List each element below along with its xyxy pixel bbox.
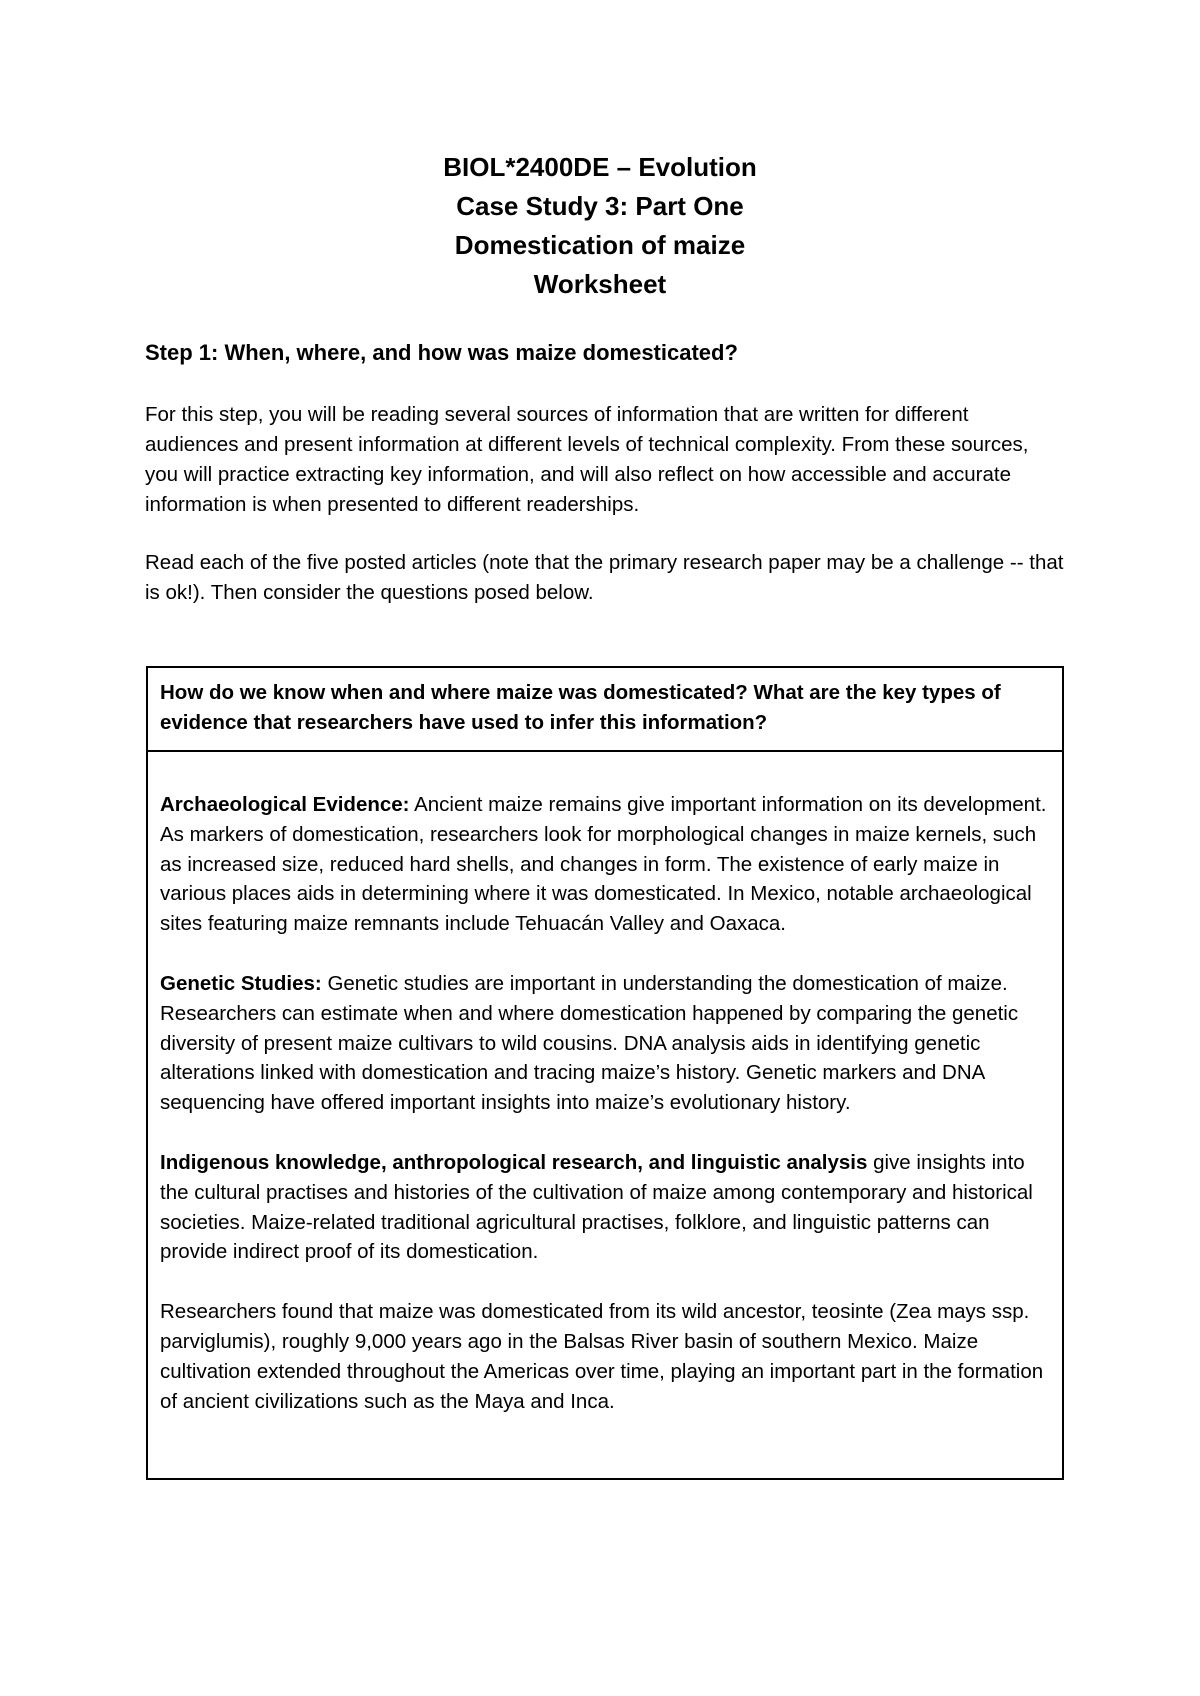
course-title: BIOL*2400DE – Evolution xyxy=(443,152,757,182)
reading-instructions: Read each of the five posted articles (note that the primary research paper may be a challenge -- that is ok!). Then consider the questions posed below. xyxy=(145,551,1064,604)
case-study-title: Case Study 3: Part One xyxy=(456,191,744,221)
archaeological-evidence-paragraph xyxy=(160,790,1056,939)
answer-area[interactable] xyxy=(160,790,1056,1446)
indigenous-knowledge-label: Indigenous knowledge, anthropological research, and linguistic analysis xyxy=(160,1150,868,1174)
archaeological-evidence-text: Ancient maize remains give important information on its development. As markers of domestication, researchers look for morphological changes in maize kernels, such as increased size, reduced hard shells, and changes in form. The existence of early maize in various places aids in determining where it was domesticated. In Mexico, notable archaeological sites featuring maize remnants include Tehuacán Valley and Oaxaca. xyxy=(160,793,1047,936)
indigenous-knowledge-text: give insights into the cultural practises and histories of the cultivation of maize among contemporary and historical societies. Maize-related traditional agricultural practises, folklore, and linguistic patterns can provide indirect proof of its domestication. xyxy=(160,1150,1033,1264)
worksheet-label: Worksheet xyxy=(533,269,667,299)
summary-paragraph: Researchers found that maize was domesticated from its wild ancestor, teosinte (Zea mays ssp. parviglumis), roughly 9,000 years ago in the Balsas River basin of southern Mexico. Maize cultivation extended throughout the Americas over time, playing an important part in the formation of ancient civilizations such as the Maya and Inca. xyxy=(160,1300,1044,1413)
step-1-instructions: For this step, you will be reading several sources of information that are written for different audiences and present information at different levels of technical complexity. From these sources, you will practice extracting key information, and will also reflect on how accessible and accurate information is when presented to different readerships. xyxy=(145,403,1029,516)
genetic-studies-text: Genetic studies are important in understanding the domestication of maize. Researchers can estimate when and where domestication happened by comparing the genetic diversity of present maize cultivars to wild cousins. DNA analysis aids in identifying genetic alterations linked with domestication and tracing maize’s history. Genetic markers and DNA sequencing have offered important insights into maize’s evolutionary history. xyxy=(160,971,1019,1115)
archaeological-evidence-label: Archaeological Evidence: xyxy=(160,793,410,816)
question-text: How do we know when and where maize was domesticated? What are the key types of evidence that researchers have used to infer this information? xyxy=(148,668,1062,752)
question-answer-box xyxy=(146,666,1064,1480)
topic-title: Domestication of maize xyxy=(454,230,746,260)
step-1-heading: Step 1: When, where, and how was maize domesticated? xyxy=(145,340,738,365)
indigenous-knowledge-paragraph xyxy=(160,1148,1056,1267)
document-title xyxy=(0,148,1200,304)
genetic-studies-label: Genetic Studies: xyxy=(160,971,322,995)
genetic-studies-paragraph xyxy=(160,969,1056,1118)
